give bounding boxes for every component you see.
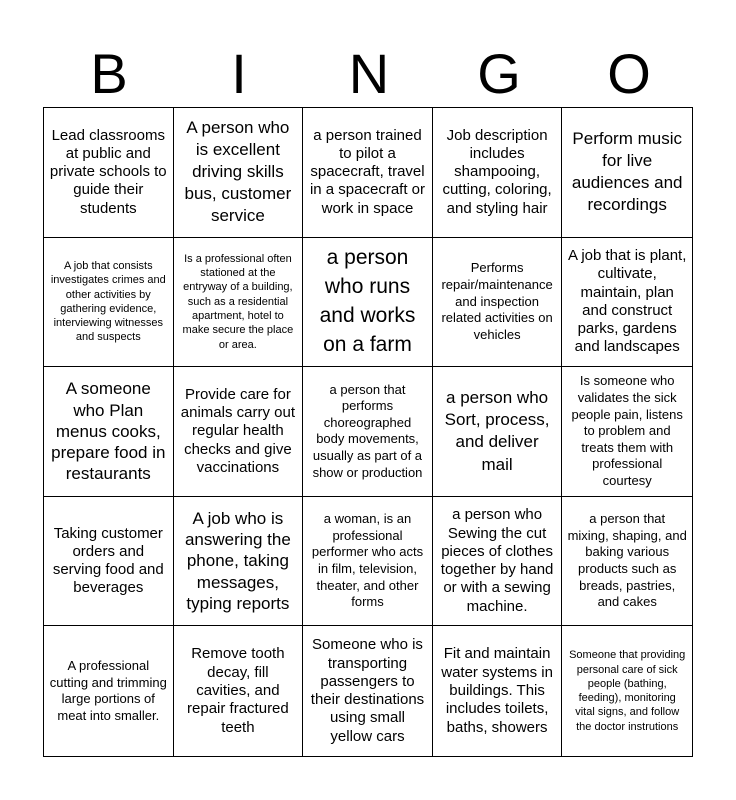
bingo-cell — [433, 497, 563, 627]
bingo-cell — [44, 108, 174, 238]
bingo-cell — [433, 367, 563, 497]
cell-text: Someone who is transporting passengers to their destinations using small yellow cars — [310, 636, 425, 745]
bingo-header — [44, 40, 694, 108]
cell-text: Someone that providing personal care of sick people (bathing, feeding), monitoring vital signs, and follow the doctor instrutions — [569, 649, 686, 733]
cell-text: Lead classrooms at public and private schools to guide their students — [49, 126, 167, 217]
bingo-cell — [433, 626, 563, 756]
bingo-cell — [303, 367, 433, 497]
cell-text: Is a professional often stationed at the entryway of a building, such as a residential apartment, hotel to make secure the place or area. — [182, 252, 294, 351]
bingo-cell — [44, 626, 174, 756]
bingo-cell — [303, 497, 433, 627]
bingo-cell — [303, 108, 433, 238]
bingo-cell — [44, 238, 174, 368]
bingo-cell — [303, 626, 433, 756]
header-letter-b: B — [90, 42, 128, 105]
bingo-cell — [174, 626, 304, 756]
cell-text: A job that consists investigates crimes and other activities by gathering evidence, interviewing witnesses and suspects — [50, 260, 166, 344]
bingo-cell — [303, 238, 433, 368]
header-letter-n: N — [348, 42, 390, 105]
bingo-cell — [562, 238, 692, 368]
cell-text: a person that mixing, shaping, and baking various products such as breads, pastries, and cakes — [567, 511, 687, 610]
cell-text: A someone who Plan menus cooks, prepare food in restaurants — [51, 379, 166, 484]
cell-text: Job description includes shampooing, cutting, coloring, and styling hair — [442, 126, 552, 217]
cell-text: a person who Sewing the cut pieces of clothes together by hand or with a sewing machine. — [440, 506, 554, 615]
bingo-cell — [174, 108, 304, 238]
cell-text: Is someone who validates the sick people pain, listens to problem and treats them with professional courtesy — [571, 373, 683, 489]
bingo-cell — [433, 108, 563, 238]
bingo-cell — [562, 108, 692, 238]
cell-text: Performs repair/maintenance and inspection related activities on vehicles — [441, 260, 553, 342]
cell-text: A professional cutting and trimming large portions of meat into smaller. — [49, 657, 167, 723]
cell-text: a person who runs and works on a farm — [319, 245, 416, 356]
bingo-cell — [174, 367, 304, 497]
cell-text: a woman, is an professional performer who acts in film, television, theater, and other forms — [311, 511, 424, 610]
bingo-board — [43, 107, 693, 757]
cell-text: a person who Sort, process, and deliver mail — [444, 388, 550, 474]
cell-text: A job that is plant, cultivate, maintain, plan and construct parks, gardens and landscapes — [567, 247, 687, 356]
header-letter-o: O — [607, 42, 651, 105]
cell-text: Perform music for live audiences and recordings — [571, 129, 683, 215]
bingo-cell — [174, 238, 304, 368]
cell-text: Remove tooth decay, fill cavities, and repair fractured teeth — [187, 645, 289, 736]
cell-text: a person trained to pilot a spacecraft, travel in a spacecraft or work in space — [309, 126, 426, 217]
cell-text: a person that performs choreographed body movements, usually as part of a show or production — [312, 381, 423, 480]
bingo-cell — [174, 497, 304, 627]
bingo-cell — [562, 626, 692, 756]
cell-text: A person who is excellent driving skills bus, customer service — [184, 118, 292, 226]
cell-text: A job who is answering the phone, taking messages, typing reports — [184, 508, 291, 613]
bingo-cell — [44, 367, 174, 497]
cell-text: Provide care for animals carry out regular health checks and give vaccinations — [180, 385, 295, 476]
header-letter-i: I — [231, 42, 247, 105]
bingo-cell — [44, 497, 174, 627]
bingo-cell — [433, 238, 563, 368]
bingo-cell — [562, 367, 692, 497]
cell-text: Fit and maintain water systems in buildings. This includes toilets, baths, showers — [441, 645, 553, 736]
header-letter-g: G — [477, 42, 521, 105]
cell-text: Taking customer orders and serving food and beverages — [52, 524, 164, 597]
bingo-cell — [562, 497, 692, 627]
